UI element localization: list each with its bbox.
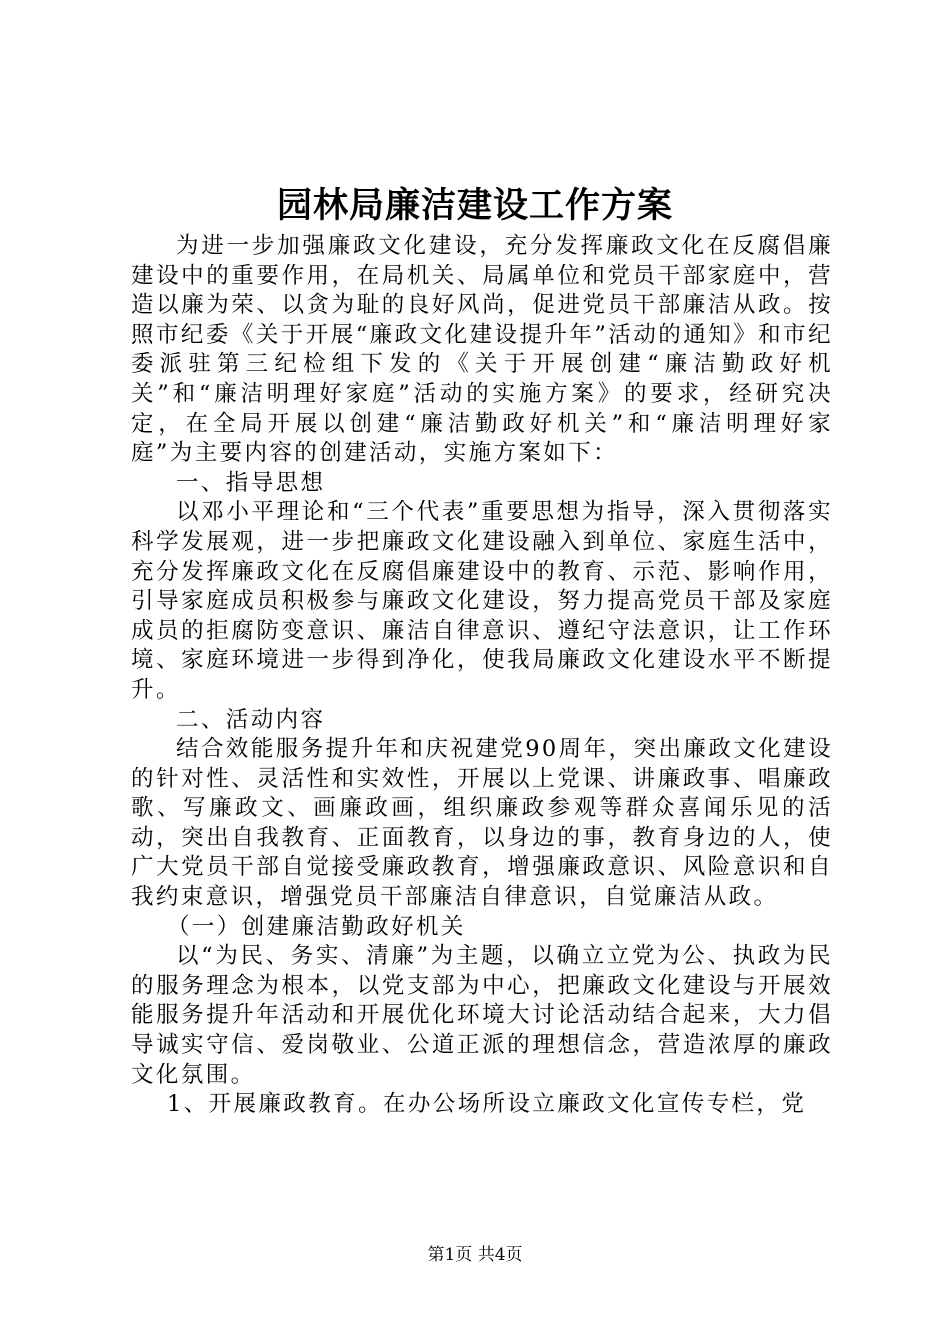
document-title: 园林局廉洁建设工作方案 [276,185,673,226]
section-heading-guiding-ideology: 一、指导思想 [176,469,326,496]
activity-content-paragraph: 结合效能服务提升年和庆祝建党90周年，突出廉政文化建设的针对性、灵活性和实效性，开展以上党课、讲廉政事、唱廉政歌、写廉政文、画廉政画，组织廉政参观等群众喜闻乐见的活动，突出自我教育、正面教育，以身边的事，教育身边的人，使广大党员干部自觉接受廉政教育，增强廉政意识、风险意识和自我约束意识，增强党员干部廉洁自律意识，自觉廉洁从政。 [131,736,833,911]
guiding-ideology-paragraph: 以邓小平理论和“三个代表”重要思想为指导，深入贯彻落实科学发展观，进一步把廉政文化建设融入到单位、家庭生活中，充分发挥廉政文化在反腐倡廉建设中的教育、示范、影响作用，引导家庭成员积极参与廉政文化建设，努力提高党员干部及家庭成员的拒腐防变意识、廉洁自律意识、遵纪守法意识，让工作环境、家庭环境进一步得到净化，使我局廉政文化建设水平不断提升。 [131,499,833,703]
subsection-heading-model-agency: （一）创建廉洁勤政好机关 [167,913,466,940]
document-body [131,232,833,1120]
intro-paragraph: 为进一步加强廉政文化建设，充分发挥廉政文化在反腐倡廉建设中的重要作用，在局机关、局属单位和党员干部家庭中，营造以廉为荣、以贪为耻的良好风尚，促进党员干部廉洁从政。按照市纪委《关于开展“廉政文化建设提升年”活动的通知》和市纪委派驻第三纪检组下发的《关于开展创建“廉洁勤政好机关”和“廉洁明理好家庭”活动的实施方案》的要求，经研究决定，在全局开展以创建“廉洁勤政好机关”和“廉洁明理好家庭”为主要内容的创建活动，实施方案如下： [131,233,833,467]
item-integrity-education: 1、开展廉政教育。在办公场所设立廉政文化宣传专栏，党 [167,1091,807,1118]
page-number-footer: 第1页 共4页 [427,1245,523,1265]
section-heading-activity-content: 二、活动内容 [176,706,326,733]
model-agency-paragraph: 以“为民、务实、清廉”为主题，以确立立党为公、执政为民的服务理念为根本，以党支部为中心，把廉政文化建设与开展效能服务提升年活动和开展优化环境大讨论活动结合起来，大力倡导诚实守信、爱岗敬业、公道正派的理想信念，营造浓厚的廉政文化氛围。 [131,943,833,1088]
